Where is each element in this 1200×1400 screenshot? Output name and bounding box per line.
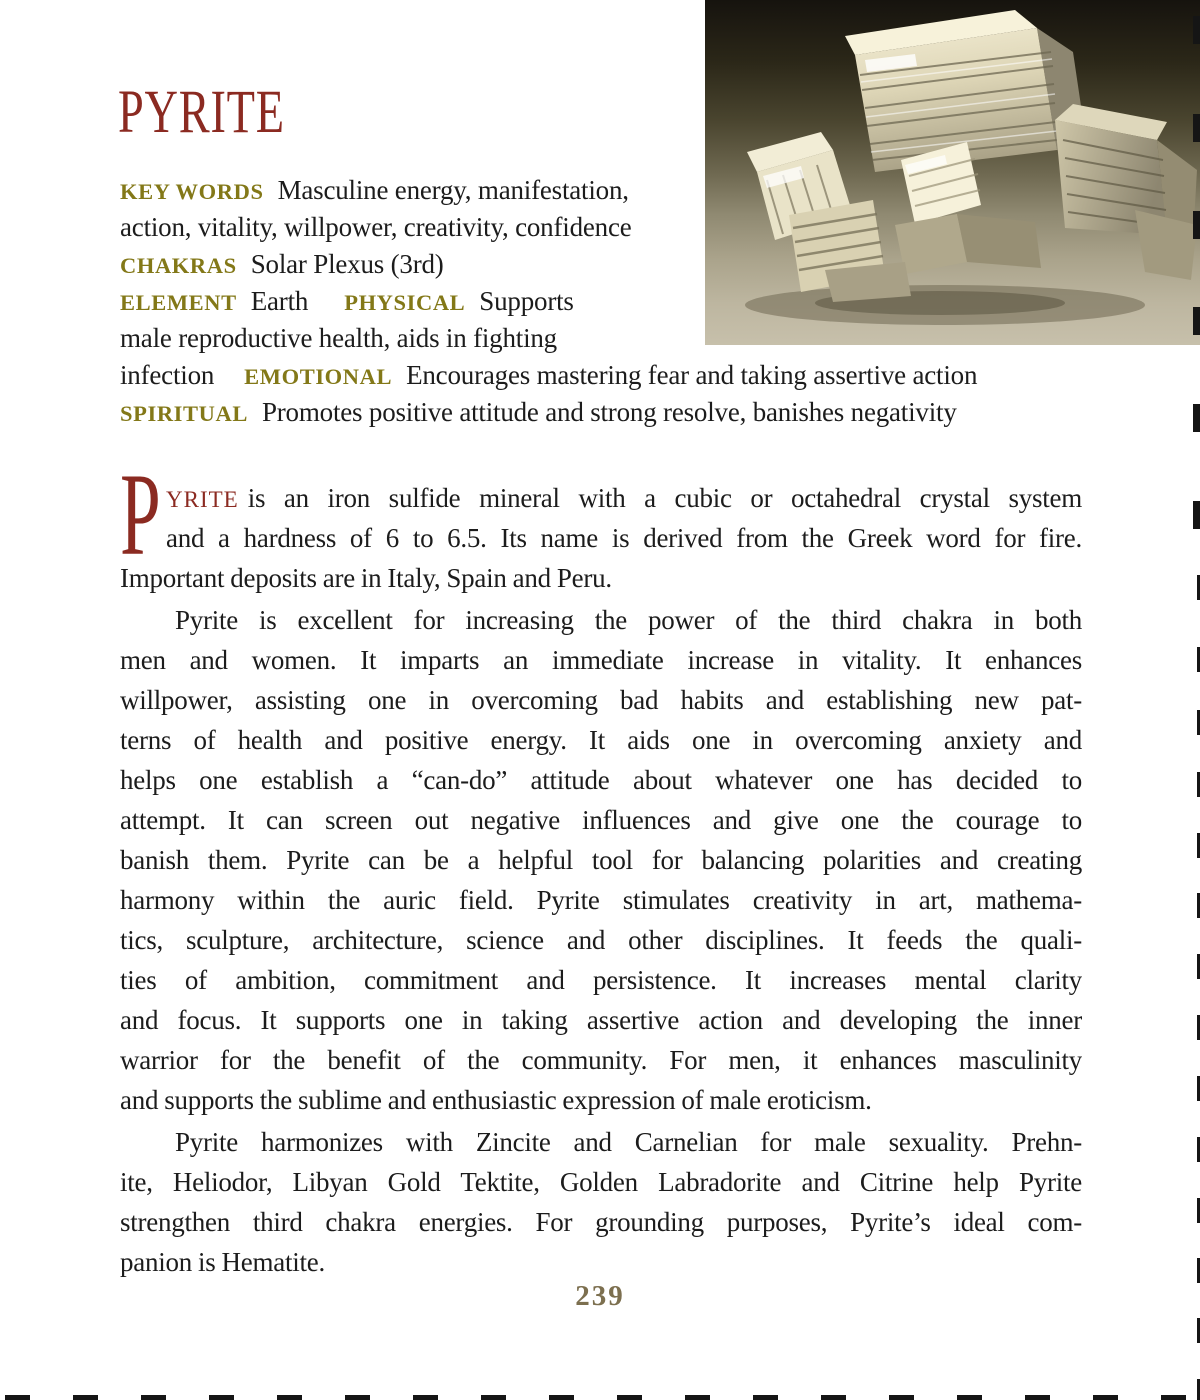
emotional-value: Encourages mastering fear and taking assertive action bbox=[406, 360, 978, 390]
property-line-keywords-2 bbox=[120, 209, 690, 246]
edge-mark bbox=[617, 1395, 642, 1400]
body-line: ite, Heliodor, Libyan Gold Tektite, Golden Labradorite and Citrine help Pyrite bbox=[120, 1167, 1082, 1197]
property-line-chakras bbox=[120, 246, 690, 283]
edge-mark bbox=[1193, 404, 1200, 432]
body-line: panion is Hematite. bbox=[120, 1247, 325, 1277]
body-line: warrior for the benefit of the community. For men, it enhances masculinity bbox=[120, 1045, 1082, 1075]
physical-value-3: infection bbox=[120, 360, 215, 390]
edge-mark bbox=[141, 1395, 166, 1400]
edge-mark bbox=[821, 1395, 846, 1400]
edge-mark bbox=[1093, 1395, 1118, 1400]
paragraph-2 bbox=[120, 600, 1082, 1120]
edge-mark bbox=[753, 1395, 778, 1400]
edge-mark bbox=[1193, 114, 1200, 142]
edge-mark bbox=[1193, 501, 1200, 529]
edge-mark bbox=[277, 1395, 302, 1400]
drop-cap: P bbox=[120, 449, 161, 580]
body-line: Pyrite is excellent for increasing the power of the third chakra in both bbox=[175, 605, 1082, 635]
body-line: tics, sculpture, architecture, science and other disciplines. It feeds the quali- bbox=[120, 925, 1082, 955]
physical-value-2: male reproductive health, aids in fighting bbox=[120, 323, 557, 353]
edge-mark bbox=[1193, 307, 1200, 335]
paragraph-1 bbox=[120, 449, 1082, 598]
edge-mark bbox=[1193, 211, 1200, 239]
property-line-physical-2 bbox=[120, 320, 690, 357]
page-number: 239 bbox=[575, 1280, 625, 1312]
property-line-element-physical bbox=[120, 283, 690, 320]
body-line: helps one establish a “can-do” attitude about whatever one has decided to bbox=[120, 765, 1082, 795]
property-line-keywords-1 bbox=[120, 172, 690, 209]
edge-mark bbox=[549, 1395, 574, 1400]
body-line: attempt. It can screen out negative influences and give one the courage to bbox=[120, 805, 1082, 835]
body-line: and a hardness of 6 to 6.5. Its name is derived from the Greek word for fire. bbox=[166, 523, 1082, 553]
body-line: harmony within the auric field. Pyrite stimulates creativity in art, mathema- bbox=[120, 885, 1082, 915]
body-text bbox=[120, 449, 1082, 1282]
key-words-label: KEY WORDS bbox=[120, 179, 264, 204]
edge-mark bbox=[1025, 1395, 1050, 1400]
key-words-value-1: Masculine energy, manifestation, bbox=[277, 175, 629, 205]
body-line: strengthen third chakra energies. For grounding purposes, Pyrite’s ideal com- bbox=[120, 1207, 1082, 1237]
properties-section bbox=[120, 172, 1082, 431]
edge-mark bbox=[1193, 16, 1200, 44]
spiritual-label: SPIRITUAL bbox=[120, 401, 248, 426]
element-value: Earth bbox=[250, 286, 309, 316]
body-line: willpower, assisting one in overcoming bad habits and establishing new pat- bbox=[120, 685, 1082, 715]
body-line: ties of ambition, commitment and persistence. It increases mental clarity bbox=[120, 965, 1082, 995]
emotional-label: EMOTIONAL bbox=[244, 364, 393, 389]
edge-mark bbox=[957, 1395, 982, 1400]
edge-mark bbox=[413, 1395, 438, 1400]
edge-mark bbox=[5, 1395, 30, 1400]
spiritual-value: Promotes positive attitude and strong resolve, banishes negativity bbox=[261, 397, 957, 427]
chakras-value: Solar Plexus (3rd) bbox=[250, 249, 444, 279]
page-title: PYRITE bbox=[118, 79, 285, 146]
body-line: YRITE is an iron sulfide mineral with a cubic or octahedral crystal system bbox=[166, 483, 1082, 513]
body-line: Pyrite harmonizes with Zincite and Carnelian for male sexuality. Prehn- bbox=[175, 1127, 1082, 1157]
property-line-spiritual bbox=[120, 394, 1082, 431]
edge-mark bbox=[1161, 1395, 1186, 1400]
property-line-emotional bbox=[120, 357, 1082, 394]
element-label: ELEMENT bbox=[120, 290, 237, 315]
edge-mark bbox=[209, 1395, 234, 1400]
edge-mark bbox=[345, 1395, 370, 1400]
body-line: terns of health and positive energy. It aids one in overcoming anxiety and bbox=[120, 725, 1082, 755]
chakras-label: CHAKRAS bbox=[120, 253, 237, 278]
body-line: men and women. It imparts an immediate increase in vitality. It enhances bbox=[120, 645, 1082, 675]
edge-mark bbox=[481, 1395, 506, 1400]
body-line: and supports the sublime and enthusiastic expression of male eroticism. bbox=[120, 1085, 872, 1115]
edge-mark bbox=[73, 1395, 98, 1400]
lead-word-smallcaps: YRITE bbox=[166, 487, 239, 512]
body-line: and focus. It supports one in taking assertive action and developing the inner bbox=[120, 1005, 1082, 1035]
paragraph-3 bbox=[120, 1122, 1082, 1282]
physical-value-1: Supports bbox=[479, 286, 574, 316]
edge-mark bbox=[685, 1395, 710, 1400]
body-line: Important deposits are in Italy, Spain and Peru. bbox=[120, 563, 612, 593]
physical-label: PHYSICAL bbox=[344, 290, 466, 315]
body-line: banish them. Pyrite can be a helpful tool for balancing polarities and creating bbox=[120, 845, 1082, 875]
key-words-value-2: action, vitality, willpower, creativity, confidence bbox=[120, 212, 632, 242]
edge-mark bbox=[889, 1395, 914, 1400]
